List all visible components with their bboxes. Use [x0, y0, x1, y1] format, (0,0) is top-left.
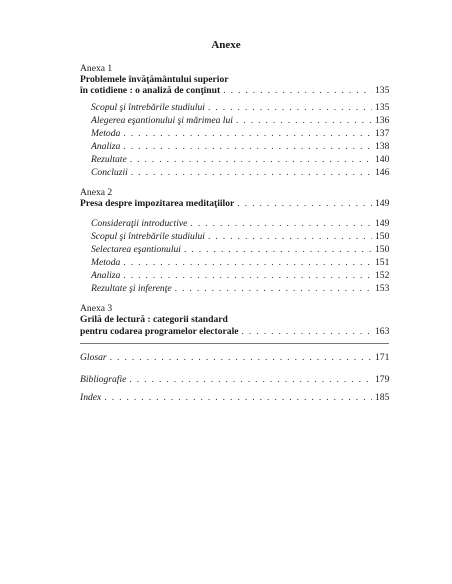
annex-2-page: 149 — [375, 198, 390, 209]
back-matter-label: Glosar — [80, 352, 107, 363]
toc-entry-label: Scopul şi întrebările studiului — [91, 102, 205, 113]
toc-entry-page: 135 — [375, 102, 390, 113]
toc-entry — [91, 284, 389, 295]
annex-3-label: Anexa 3 — [80, 303, 113, 314]
annex-1-heading-line1: Problemele învăţământului superior — [80, 74, 229, 85]
toc-entry-label: Alegerea eşantionului şi mărimea lui — [91, 115, 233, 126]
back-matter-entry — [80, 393, 389, 404]
leader-dots — [110, 353, 372, 363]
annex-1-heading-line2: în cotidiene : o analiză de conţinut — [80, 85, 221, 96]
leader-dots — [123, 142, 372, 152]
toc-entry-label: Rezultate şi inferenţe — [91, 283, 172, 294]
leader-dots — [104, 393, 372, 403]
toc-entry-page: 136 — [375, 115, 390, 126]
toc-entry-label: Selectarea eşantionului — [91, 244, 181, 255]
section-divider — [80, 343, 389, 344]
toc-entry — [91, 155, 389, 166]
toc-entry — [91, 116, 389, 127]
page-title: Anexe — [211, 39, 241, 51]
leader-dots — [236, 116, 372, 126]
toc-entry-page: 150 — [375, 244, 390, 255]
toc-entry-page: 153 — [375, 283, 390, 294]
toc-entry-label: Rezultate — [91, 154, 127, 165]
leader-dots — [190, 219, 372, 229]
toc-entry-page: 152 — [375, 270, 390, 281]
leader-dots — [131, 168, 372, 178]
back-matter-entry — [80, 375, 389, 386]
toc-entry — [91, 271, 389, 282]
leader-dots — [175, 284, 372, 294]
leader-dots — [208, 103, 372, 113]
toc-entry-label: Analiza — [91, 270, 121, 281]
back-matter-page: 171 — [375, 352, 390, 363]
leader-dots — [123, 271, 372, 281]
toc-entry — [91, 245, 389, 256]
annex-3-heading-line2: pentru codarea programelor electorale — [80, 326, 239, 337]
toc-entry-label: Consideraţii introductive — [91, 218, 188, 229]
toc-entry — [91, 103, 389, 114]
toc-entry-page: 146 — [375, 167, 390, 178]
annex-1-page: 135 — [375, 85, 390, 96]
annex-2-heading-row — [80, 199, 389, 210]
annex-1-heading-row — [80, 86, 389, 97]
annex-1-label: Anexa 1 — [80, 63, 113, 74]
back-matter-page: 179 — [375, 374, 390, 385]
toc-entry — [91, 258, 389, 269]
toc-entry — [91, 232, 389, 243]
leader-dots — [130, 155, 372, 165]
toc-entry-page: 140 — [375, 154, 390, 165]
leader-dots — [129, 375, 372, 385]
toc-entry-page: 151 — [375, 257, 390, 268]
leader-dots — [242, 327, 372, 337]
annex-3-page: 163 — [375, 326, 390, 337]
back-matter-label: Bibliografie — [80, 374, 127, 385]
toc-entry-page: 150 — [375, 231, 390, 242]
annex-3-heading-line1: Grilă de lectură : categorii standard — [80, 314, 228, 325]
back-matter-page: 185 — [375, 392, 390, 403]
leader-dots — [123, 258, 372, 268]
toc-entry-label: Concluzii — [91, 167, 128, 178]
leader-dots — [223, 86, 372, 96]
toc-entry — [91, 142, 389, 153]
toc-entry — [91, 129, 389, 140]
toc-entry-label: Metoda — [91, 257, 121, 268]
toc-entry-page: 137 — [375, 128, 390, 139]
back-matter-entry — [80, 353, 389, 364]
toc-entry — [91, 168, 389, 179]
leader-dots — [237, 199, 372, 209]
toc-entry-page: 138 — [375, 141, 390, 152]
toc-entry-label: Analiza — [91, 141, 121, 152]
leader-dots — [123, 129, 372, 139]
back-matter-label: Index — [80, 392, 102, 403]
annex-2-label: Anexa 2 — [80, 187, 113, 198]
leader-dots — [208, 232, 372, 242]
annex-3-heading-row — [80, 327, 389, 338]
toc-entry-label: Metoda — [91, 128, 121, 139]
toc-entry-page: 149 — [375, 218, 390, 229]
annex-2-heading: Presa despre impozitarea meditaţiilor — [80, 198, 235, 209]
leader-dots — [184, 245, 372, 255]
toc-entry-label: Scopul şi întrebările studiului — [91, 231, 205, 242]
toc-entry — [91, 219, 389, 230]
